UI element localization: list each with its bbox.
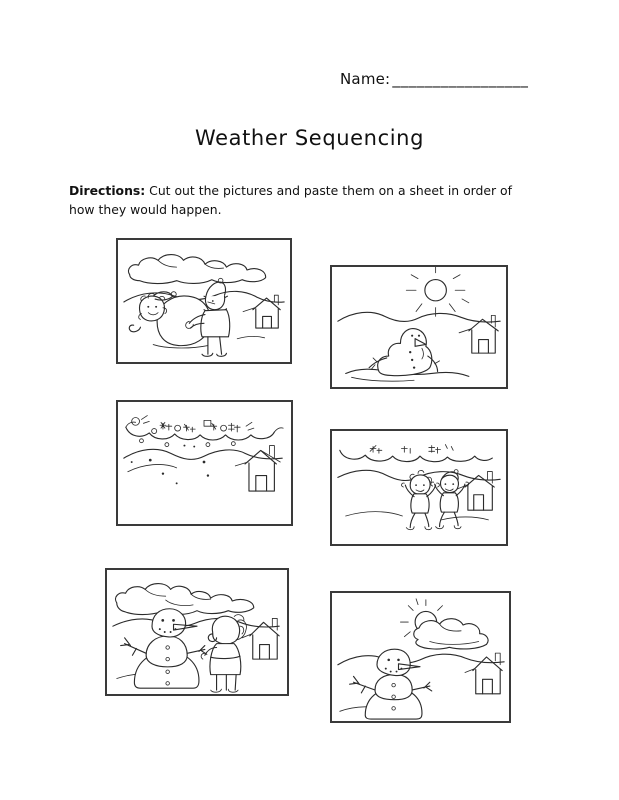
illustration-rolling-snowball: [118, 240, 290, 362]
name-label: Name:: [340, 70, 391, 88]
child-running-right: [431, 470, 469, 529]
sun-icon: [406, 267, 469, 316]
picture-card-snowman-sun-behind-cloud[interactable]: [330, 591, 511, 723]
page-title: Weather Sequencing: [194, 126, 425, 150]
illustration-snowman-sun-cloud: [332, 593, 509, 721]
picture-card-children-running-outside[interactable]: [330, 429, 508, 546]
house-icon: [243, 295, 280, 328]
illustration-melting-snowman-sun: [332, 267, 506, 387]
directions-label: Directions:: [69, 183, 146, 198]
name-field: [340, 70, 528, 88]
snow-flakes: [370, 445, 453, 454]
house-icon: [457, 472, 494, 511]
picture-card-finished-snowman[interactable]: [105, 568, 289, 696]
directions: [69, 182, 539, 219]
child-running-left: [402, 470, 440, 529]
picture-card-melting-snowman-sun[interactable]: [330, 265, 508, 389]
illustration-finished-snowman: [107, 570, 287, 694]
picture-card-rolling-snowball[interactable]: [116, 238, 292, 364]
house-icon: [465, 653, 502, 694]
child-admiring: [201, 615, 246, 692]
directions-text: Cut out the pictures and paste them on a sheet in order of how they would happen.: [69, 183, 512, 217]
illustration-snow-falling: [118, 402, 291, 524]
illustration-children-running: [332, 431, 506, 544]
cloud: [414, 619, 488, 649]
name-blank-line[interactable]: _________________: [392, 70, 529, 88]
snowman: [121, 609, 207, 688]
picture-card-snow-falling[interactable]: [116, 400, 293, 526]
